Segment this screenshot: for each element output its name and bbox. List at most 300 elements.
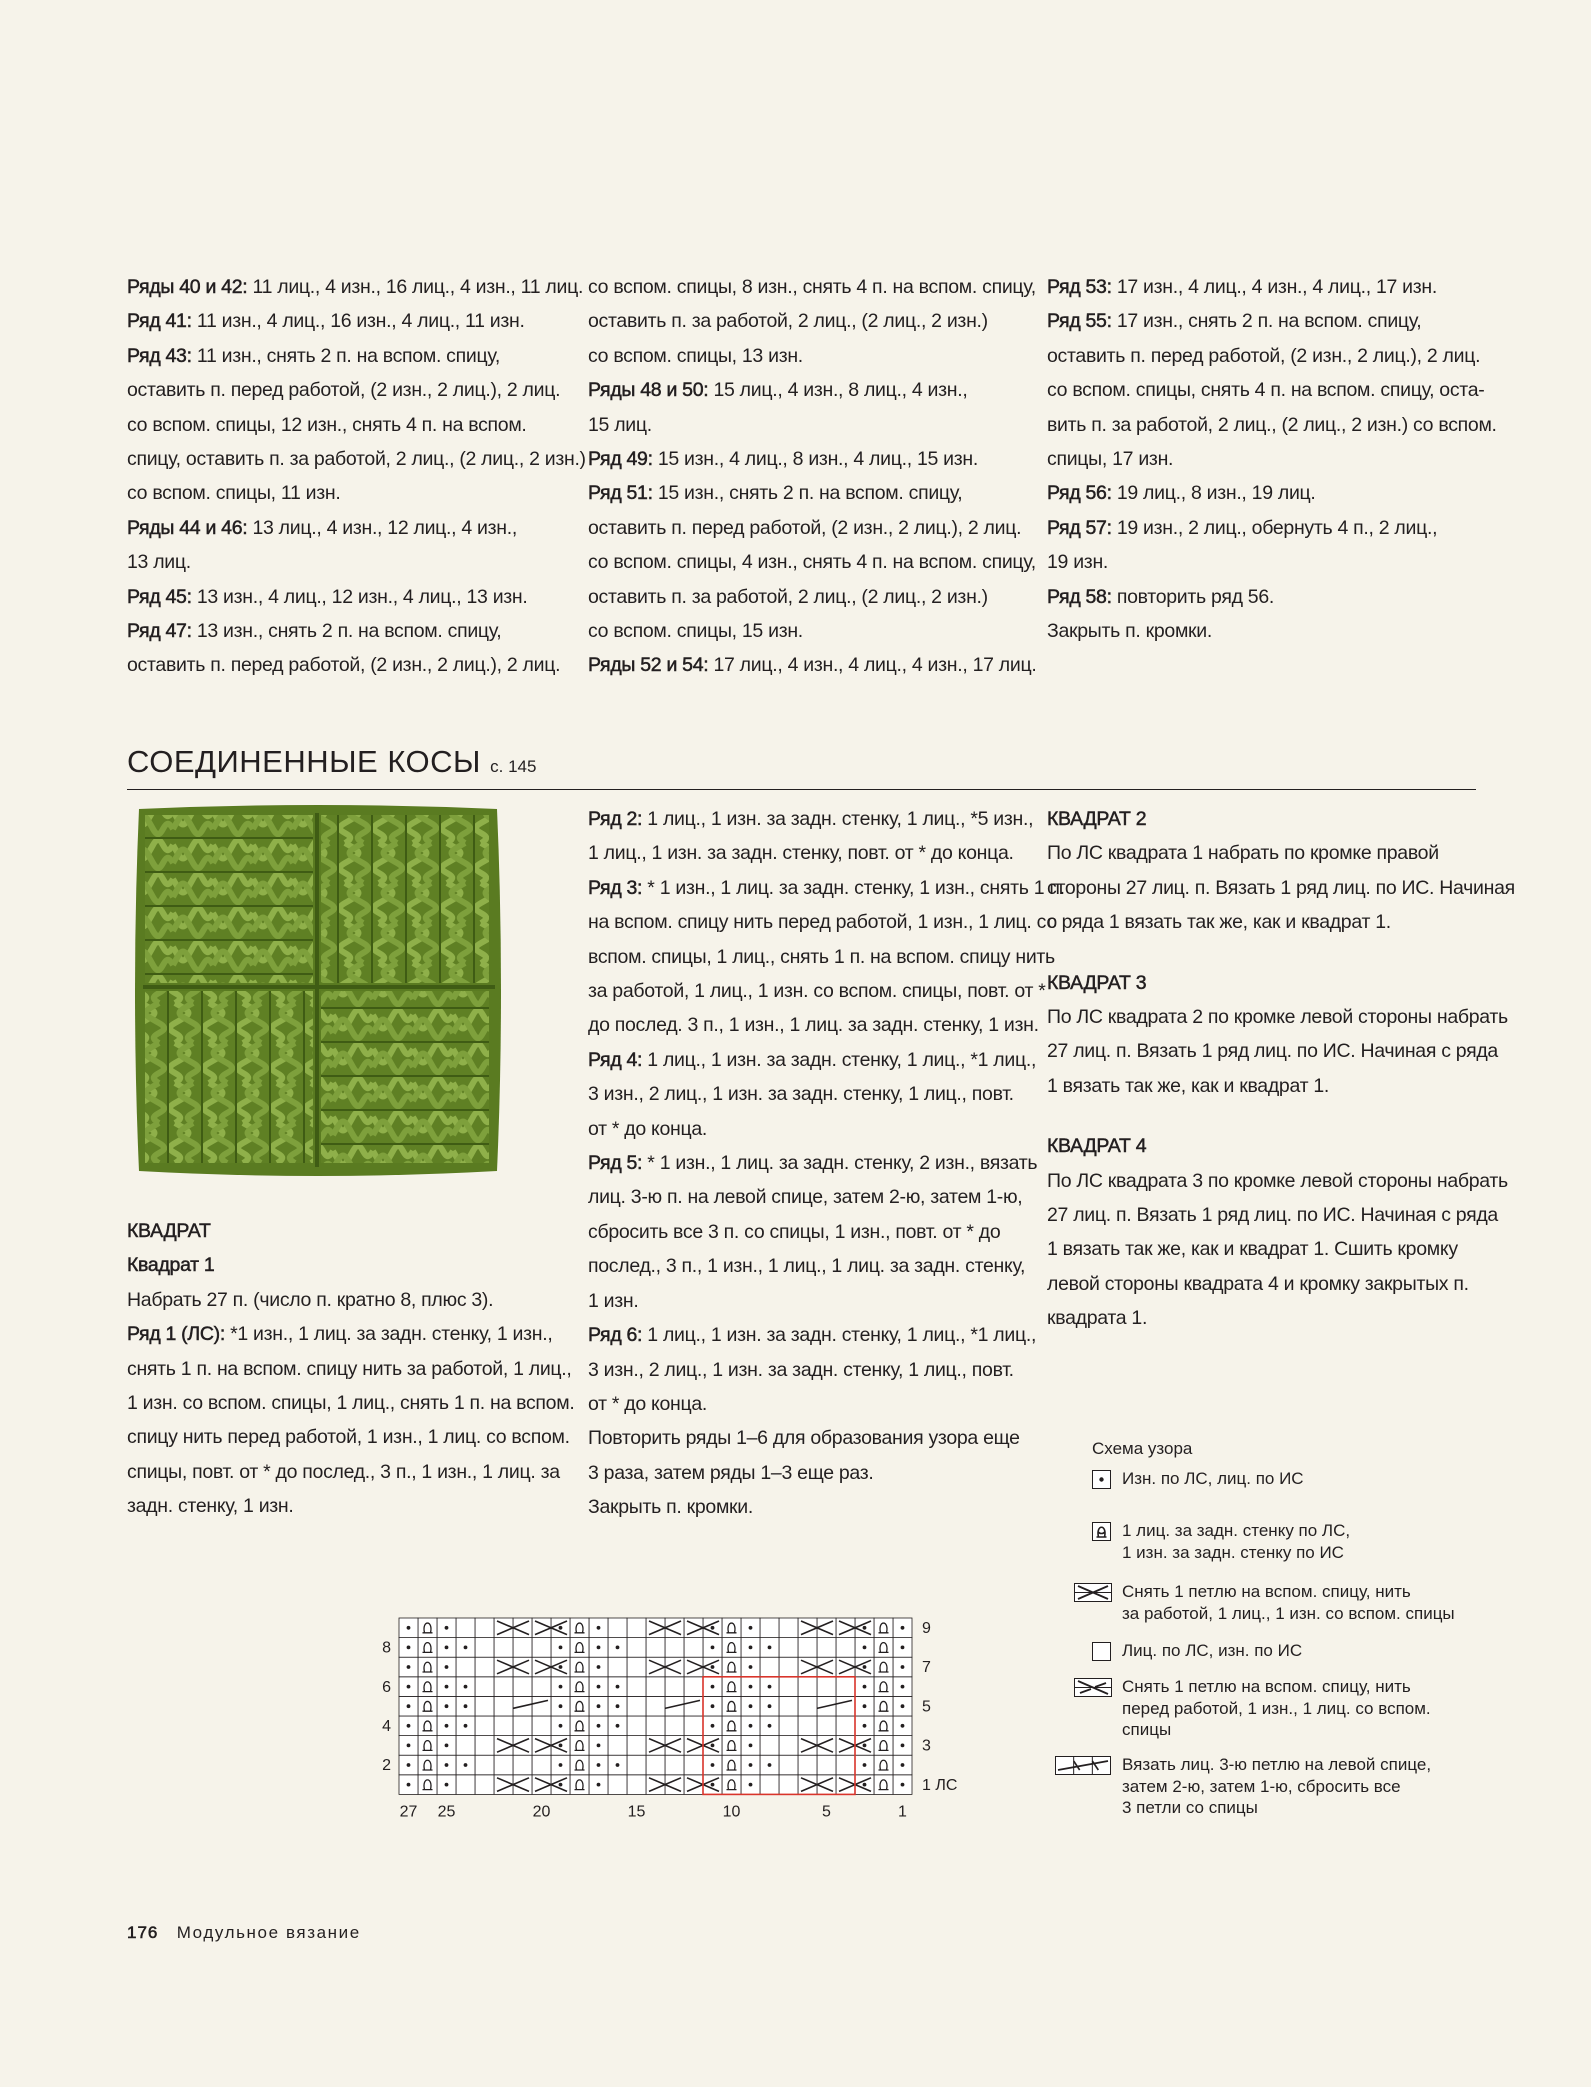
chart-cell (646, 1618, 665, 1638)
chart-cell (646, 1775, 665, 1795)
chart-cell (456, 1657, 475, 1677)
row-text: 3 изн., 2 лиц., 1 изн. за задн. стенку, 1 лиц., повт. (588, 1358, 1014, 1381)
section-page-ref: с. 145 (490, 757, 537, 776)
row-label: Ряд 49: (588, 448, 653, 471)
chart-cell (627, 1618, 646, 1638)
chart-cell (779, 1638, 798, 1658)
instruction-line (1047, 1301, 1515, 1335)
purl-dot-icon (711, 1704, 715, 1708)
purl-dot-icon (749, 1704, 753, 1708)
purl-dot-icon (711, 1724, 715, 1728)
page-number: 176 (127, 1923, 159, 1942)
chart-cell (665, 1638, 684, 1658)
row-label: Ряд 3: (588, 876, 643, 899)
instruction-line (588, 304, 1036, 338)
row-text: 15 лиц. (588, 413, 652, 436)
chart-cell (665, 1736, 684, 1756)
row-text: 1 лиц., 1 изн. за задн. стенку, 1 лиц., *1 лиц., (642, 1048, 1037, 1071)
row-label: Ряд 41: (127, 310, 192, 333)
purl-dot-icon (407, 1783, 411, 1787)
purl-dot-icon (597, 1724, 601, 1728)
instruction-line (1047, 1000, 1515, 1034)
legend-title: Схема узора (1092, 1439, 1193, 1458)
chart-cell (627, 1716, 646, 1736)
row-text: 19 изн., 2 лиц., обернуть 4 п., 2 лиц., (1111, 516, 1438, 539)
purl-dot-icon (445, 1665, 449, 1669)
legend-line: за работой, 1 лиц., 1 изн. со вспом. спицы (1122, 1603, 1455, 1623)
row-number-label: 7 (922, 1659, 931, 1677)
legend-text (1122, 1581, 1455, 1624)
chart-cell (874, 1677, 893, 1697)
row-text: 1 изн. со вспом. спицы, 1 лиц., снять 1 п. на вспом. (127, 1392, 575, 1415)
chart-cell (665, 1618, 684, 1638)
knit-empty-icon (1092, 1642, 1111, 1667)
legend-line: спицы (1122, 1720, 1172, 1739)
row-text: задн. стенку, 1 изн. (127, 1495, 294, 1518)
row-label: Ряд 1 (ЛС): (127, 1323, 225, 1346)
row-text: снять 1 п. на вспом. спицу нить за работой, 1 лиц., (127, 1357, 572, 1380)
chart-cell (418, 1736, 437, 1756)
chart-cell (627, 1657, 646, 1677)
chart-cell (817, 1775, 836, 1795)
instruction-line (1047, 511, 1497, 545)
row-text: По ЛС квадрата 2 по кромке левой стороны набрать (1047, 1006, 1508, 1029)
chart-cell (798, 1618, 817, 1638)
chart-cell (798, 1736, 817, 1756)
instruction-line (588, 1146, 1065, 1180)
chart-cell (665, 1657, 684, 1677)
instruction-line (1047, 442, 1497, 476)
legend-line: Вязать лиц. 3-ю петлю на левой спице, (1122, 1755, 1432, 1774)
chart-cell (456, 1775, 475, 1795)
instruction-line (588, 1043, 1065, 1077)
row-text: квадрата 1. (1047, 1307, 1148, 1330)
instruction-line (127, 408, 586, 442)
purl-dot-icon (711, 1685, 715, 1689)
row-label: Ряды 52 и 54: (588, 654, 709, 677)
row-text: со вспом. спицы, снять 4 п. на вспом. спицу, оста- (1047, 379, 1485, 402)
chart-cell (513, 1677, 532, 1697)
chart-cell (665, 1775, 684, 1795)
chart-cell (836, 1775, 855, 1795)
purl-dot-icon (464, 1704, 468, 1708)
chart-cell (532, 1716, 551, 1736)
chart-cell (570, 1716, 589, 1736)
stitch-number-label: 27 (399, 1803, 418, 1821)
purl-dot-icon (711, 1626, 715, 1630)
row-text: 11 изн., снять 2 п. на вспом. спицу, (191, 344, 500, 367)
instruction-line (1047, 580, 1497, 614)
instruction-line (127, 1317, 574, 1351)
stitch-number-label: 5 (822, 1803, 831, 1821)
chart-cell (646, 1638, 665, 1658)
section-title-text: СОЕДИНЕННЫЕ КОСЫ (127, 744, 481, 779)
legend-text (1122, 1754, 1431, 1819)
chart-cell (722, 1775, 741, 1795)
row-text: Набрать 27 п. (число п. кратно 8, плюс 3). (127, 1288, 494, 1311)
purl-dot-icon (616, 1646, 620, 1650)
chart-cell (494, 1657, 513, 1677)
chart-cell (532, 1775, 551, 1795)
row-text: 3 раза, затем ряды 1–3 еще раз. (588, 1461, 874, 1484)
instruction-line (588, 1077, 1065, 1111)
chart-cell (513, 1755, 532, 1775)
purl-dot-icon (445, 1704, 449, 1708)
row-text: По ЛС квадрата 3 по кромке левой стороны набрать (1047, 1169, 1508, 1192)
purl-dot-icon (749, 1783, 753, 1787)
instruction-line (588, 1284, 1065, 1318)
legend-line: Лиц. по ЛС, изн. по ИС (1122, 1641, 1303, 1660)
chart-cell (836, 1657, 855, 1677)
cross-front-icon (1074, 1678, 1112, 1703)
chart-cell (665, 1677, 684, 1697)
row-text: 15 изн., снять 2 п. на вспом. спицу, (652, 482, 963, 505)
purl-dot-icon (711, 1783, 715, 1787)
row-text: за работой, 1 лиц., 1 изн. со вспом. спицы, повт. от * (588, 980, 1046, 1003)
row-text: Закрыть п. кромки. (588, 1496, 753, 1519)
chart-cell (513, 1638, 532, 1658)
chart-cell (798, 1755, 817, 1775)
purl-dot-icon (749, 1665, 753, 1669)
purl-dot-icon (597, 1646, 601, 1650)
legend-line: Снять 1 петлю на вспом. спицу, нить (1122, 1677, 1411, 1696)
instruction-line (1047, 339, 1497, 373)
chart-cell (494, 1696, 513, 1716)
subheading: КВАДРАТ 3 (1047, 971, 1147, 994)
instruction-line (1047, 304, 1497, 338)
chart-cell (874, 1638, 893, 1658)
subheading: Квадрат 1 (127, 1254, 215, 1277)
instruction-line (588, 614, 1036, 648)
row-text: оставить п. перед работой, (2 изн., 2 лиц.), 2 лиц. (1047, 344, 1481, 367)
instruction-line (127, 476, 586, 510)
chart-cell (798, 1657, 817, 1677)
row-text: вспом. спицы, 1 лиц., снять 1 п. на вспом. спицу нить (588, 945, 1055, 968)
chart-cell (760, 1657, 779, 1677)
instruction-line (127, 1386, 574, 1420)
row-label: Ряд 4: (588, 1048, 643, 1071)
row-text: 1 лиц., 1 изн. за задн. стенку, повт. от * до конца. (588, 842, 1014, 865)
chart-cell (627, 1736, 646, 1756)
legend-text (1122, 1676, 1431, 1741)
row-label: Ряд 45: (127, 585, 192, 608)
chart-cell (475, 1696, 494, 1716)
instruction-line (1047, 545, 1497, 579)
subheading: КВАДРАТ 4 (1047, 1135, 1147, 1158)
row-text: с ряда 1 вязать так же, как и квадрат 1. (1047, 911, 1391, 934)
instruction-line (127, 1489, 574, 1523)
chart-cell (570, 1677, 589, 1697)
chart-cell (627, 1677, 646, 1697)
purl-dot-icon (445, 1783, 449, 1787)
row-text: Повторить ряды 1–6 для образования узора еще (588, 1427, 1020, 1450)
row-label: Ряд 47: (127, 620, 192, 643)
row-text: * 1 изн., 1 лиц. за задн. стенку, 2 изн., вязать (642, 1152, 1038, 1175)
row-text: 13 лиц. (127, 551, 191, 574)
row-text: со вспом. спицы, 11 изн. (127, 482, 341, 505)
instruction-line (1047, 1069, 1515, 1103)
chart-cell (475, 1755, 494, 1775)
purl-dot-icon (559, 1685, 563, 1689)
chart-cell (722, 1755, 741, 1775)
instruction-line (588, 648, 1036, 682)
subheading: КВАДРАТ 2 (1047, 808, 1147, 830)
instruction-line (588, 1112, 1065, 1146)
legend-text (1122, 1520, 1350, 1563)
chart-cell (798, 1638, 817, 1658)
instruction-line (127, 545, 586, 579)
top-right-column (1047, 270, 1497, 648)
purl-dot-icon (901, 1704, 905, 1708)
chart-cell (646, 1657, 665, 1677)
purl-dot-icon (597, 1665, 601, 1669)
stitch-number-label: 10 (722, 1803, 741, 1821)
chart-cell (608, 1618, 627, 1638)
paragraph-gap (1047, 1103, 1515, 1129)
chart-cell (513, 1657, 532, 1677)
row-number-label: 3 (922, 1737, 931, 1755)
purl-dot-icon (901, 1665, 905, 1669)
row-text: оставить п. за работой, 2 лиц., (2 лиц., 2 изн.) (588, 310, 988, 333)
row-text: 27 лиц. п. Вязать 1 ряд лиц. по ИС. Начиная с ряда (1047, 1040, 1498, 1063)
chart-cell (760, 1775, 779, 1795)
paragraph-gap (1047, 940, 1515, 966)
instruction-line (1047, 836, 1515, 870)
purl-dot-icon (616, 1704, 620, 1708)
purl-dot-icon (1092, 1470, 1111, 1495)
instruction-line (127, 1455, 574, 1489)
instruction-line (127, 270, 586, 304)
chart-cell (798, 1696, 817, 1716)
instruction-line (1047, 1034, 1515, 1068)
purl-dot-icon (901, 1783, 905, 1787)
row-text: 3 изн., 2 лиц., 1 изн. за задн. стенку, 1 лиц., повт. (588, 1083, 1014, 1106)
purl-dot-icon (901, 1685, 905, 1689)
chart-cell (570, 1696, 589, 1716)
chart-cell (779, 1657, 798, 1677)
legend-line: перед работой, 1 изн., 1 лиц. со вспом. (1122, 1698, 1431, 1718)
purl-dot-icon (901, 1763, 905, 1767)
section-divider (127, 789, 1476, 790)
section-title (127, 744, 536, 780)
row-label: Ряд 56: (1047, 482, 1112, 505)
row-text: до послед. 3 п., 1 изн., 1 лиц. за задн. стенку, 1 изн. (588, 1014, 1039, 1037)
chart-cell (874, 1755, 893, 1775)
chart-cell (722, 1716, 741, 1736)
row-text: Закрыть п. кромки. (1047, 620, 1212, 643)
chart-cell (646, 1716, 665, 1736)
instruction-line (1047, 905, 1515, 939)
three-stitch-cross-icon (1055, 1756, 1111, 1781)
chart-cell (779, 1716, 798, 1736)
row-text: 1 вязать так же, как и квадрат 1. Сшить кромку (1047, 1238, 1458, 1261)
chart-cell (456, 1736, 475, 1756)
stitch-number-label: 25 (437, 1803, 456, 1821)
chart-cell (798, 1677, 817, 1697)
chart-cell (760, 1618, 779, 1638)
legend-text (1122, 1640, 1302, 1662)
row-text: спицы, повт. от * до послед., 3 п., 1 изн., 1 лиц. за (127, 1460, 560, 1483)
row-text: стороны 27 лиц. п. Вязать 1 ряд лиц. по ИС. Начиная (1047, 876, 1515, 899)
row-label: Ряды 40 и 42: (127, 276, 248, 298)
chart-cell (836, 1736, 855, 1756)
row-label: Ряд 57: (1047, 516, 1112, 539)
chart-cell (627, 1696, 646, 1716)
chart-cell (874, 1716, 893, 1736)
page-footer (127, 1923, 361, 1943)
row-text: левой стороны квадрата 4 и кромку закрытых п. (1047, 1272, 1469, 1295)
row-text: 11 лиц., 4 изн., 16 лиц., 4 изн., 11 лиц. (247, 276, 584, 298)
instruction-line (1047, 270, 1497, 304)
row-label: Ряд 2: (588, 808, 643, 830)
row-text: * 1 изн., 1 лиц. за задн. стенку, 1 изн., снять 1 п. (642, 876, 1065, 899)
chart-cell (874, 1775, 893, 1795)
purl-dot-icon (863, 1724, 867, 1728)
chart-cell (494, 1736, 513, 1756)
chart-cell (722, 1657, 741, 1677)
purl-dot-icon (559, 1646, 563, 1650)
chart-cell (418, 1677, 437, 1697)
purl-dot-icon (559, 1665, 563, 1669)
row-label: Ряды 44 и 46: (127, 516, 248, 539)
instruction-line (588, 1180, 1065, 1214)
chart-cell (532, 1638, 551, 1658)
chart-cell (874, 1657, 893, 1677)
chart-cell (836, 1618, 855, 1638)
chart-cell (684, 1716, 703, 1736)
row-number-label: 5 (922, 1698, 931, 1716)
chart-cell (722, 1696, 741, 1716)
row-number-label: 9 (922, 1620, 931, 1637)
row-text: от * до конца. (588, 1392, 708, 1415)
chart-cell (627, 1638, 646, 1658)
row-label: Ряд 51: (588, 482, 653, 505)
chart-cell (684, 1638, 703, 1658)
row-label: Ряд 55: (1047, 310, 1112, 333)
chart-cell (475, 1677, 494, 1697)
chart-cell (817, 1677, 836, 1697)
purl-dot-icon (616, 1724, 620, 1728)
subheading: КВАДРАТ (127, 1220, 211, 1242)
chart-cell (817, 1657, 836, 1677)
row-text: По ЛС квадрата 1 набрать по кромке правой (1047, 842, 1439, 865)
purl-dot-icon (749, 1646, 753, 1650)
purl-dot-icon (901, 1626, 905, 1630)
row-number-label: 2 (382, 1757, 391, 1775)
purl-dot-icon (616, 1763, 620, 1767)
chart-cell (494, 1775, 513, 1795)
chart-cell (874, 1736, 893, 1756)
chart-cell (779, 1696, 798, 1716)
squares-2-4-instructions (1047, 802, 1515, 1336)
instruction-line (127, 614, 586, 648)
instruction-line (127, 339, 586, 373)
instruction-line (127, 373, 586, 407)
chart-cell (836, 1696, 855, 1716)
row-text: послед., 3 п., 1 изн., 1 лиц., 1 лиц. за задн. стенку, (588, 1255, 1026, 1278)
chart-cell (722, 1677, 741, 1697)
instruction-line (588, 442, 1036, 476)
row-label: Ряд 58: (1047, 585, 1112, 608)
purl-dot-icon (464, 1763, 468, 1767)
chart-cell (836, 1755, 855, 1775)
chart-cell (513, 1736, 532, 1756)
chart-cell (532, 1755, 551, 1775)
instruction-line (1047, 1198, 1515, 1232)
chart-cell (874, 1618, 893, 1638)
chart-cell (570, 1638, 589, 1658)
row-text: со вспом. спицы, 4 изн., снять 4 п. на вспом. спицу, (588, 551, 1036, 574)
chart-cell (494, 1618, 513, 1638)
instruction-line (588, 373, 1036, 407)
purl-dot-icon (464, 1685, 468, 1689)
instruction-line (127, 1283, 574, 1317)
purl-dot-icon (749, 1685, 753, 1689)
row-number-label: 4 (382, 1718, 391, 1735)
purl-dot-icon (559, 1744, 563, 1748)
chart-cell (779, 1775, 798, 1795)
purl-dot-icon (445, 1744, 449, 1748)
purl-dot-icon (768, 1685, 772, 1689)
row-text: *1 изн., 1 лиц. за задн. стенку, 1 изн., (224, 1323, 553, 1346)
chart-cell (532, 1736, 551, 1756)
row-label: Ряд 5: (588, 1152, 643, 1175)
chart-cell (494, 1716, 513, 1736)
instruction-line (127, 511, 586, 545)
chart-cell (418, 1696, 437, 1716)
row-text: 19 лиц., 8 изн., 19 лиц. (1111, 482, 1316, 505)
chart-cell (646, 1736, 665, 1756)
row-text: 27 лиц. п. Вязать 1 ряд лиц. по ИС. Начиная с ряда (1047, 1204, 1498, 1227)
chart-cell (779, 1736, 798, 1756)
purl-dot-icon (559, 1704, 563, 1708)
instruction-line (1047, 1164, 1515, 1198)
stitch-number-label: 15 (627, 1803, 646, 1821)
instruction-line (588, 580, 1036, 614)
purl-dot-icon (407, 1763, 411, 1767)
chart-cell (779, 1618, 798, 1638)
row-text: 11 изн., 4 лиц., 16 изн., 4 лиц., 11 изн. (191, 310, 525, 333)
row-text: 1 лиц., 1 изн. за задн. стенку, 1 лиц., *1 лиц., (642, 1324, 1037, 1347)
legend-line: затем 2-ю, затем 1-ю, сбросить все (1122, 1776, 1401, 1796)
chart-cell (817, 1638, 836, 1658)
purl-dot-icon (863, 1646, 867, 1650)
purl-dot-icon (559, 1783, 563, 1787)
purl-dot-icon (901, 1646, 905, 1650)
purl-dot-icon (597, 1685, 601, 1689)
top-left-column (127, 270, 586, 683)
square-1-instructions (127, 1214, 574, 1524)
chart-cell (608, 1775, 627, 1795)
knitted-swatch-image (133, 803, 503, 1179)
instruction-line (127, 1420, 574, 1454)
cross-back-icon (1074, 1583, 1112, 1608)
chart-cell (532, 1677, 551, 1697)
chart-cell (722, 1638, 741, 1658)
chart-cell (684, 1755, 703, 1775)
purl-dot-icon (711, 1665, 715, 1669)
chart-cell (494, 1677, 513, 1697)
row-text: со вспом. спицы, 13 изн. (588, 344, 803, 367)
instruction-line (588, 940, 1065, 974)
purl-dot-icon (597, 1763, 601, 1767)
purl-dot-icon (711, 1646, 715, 1650)
purl-dot-icon (445, 1646, 449, 1650)
chart-cell (418, 1618, 437, 1638)
instruction-line (1047, 614, 1497, 648)
instruction-line (588, 836, 1065, 870)
instruction-line (588, 1353, 1065, 1387)
